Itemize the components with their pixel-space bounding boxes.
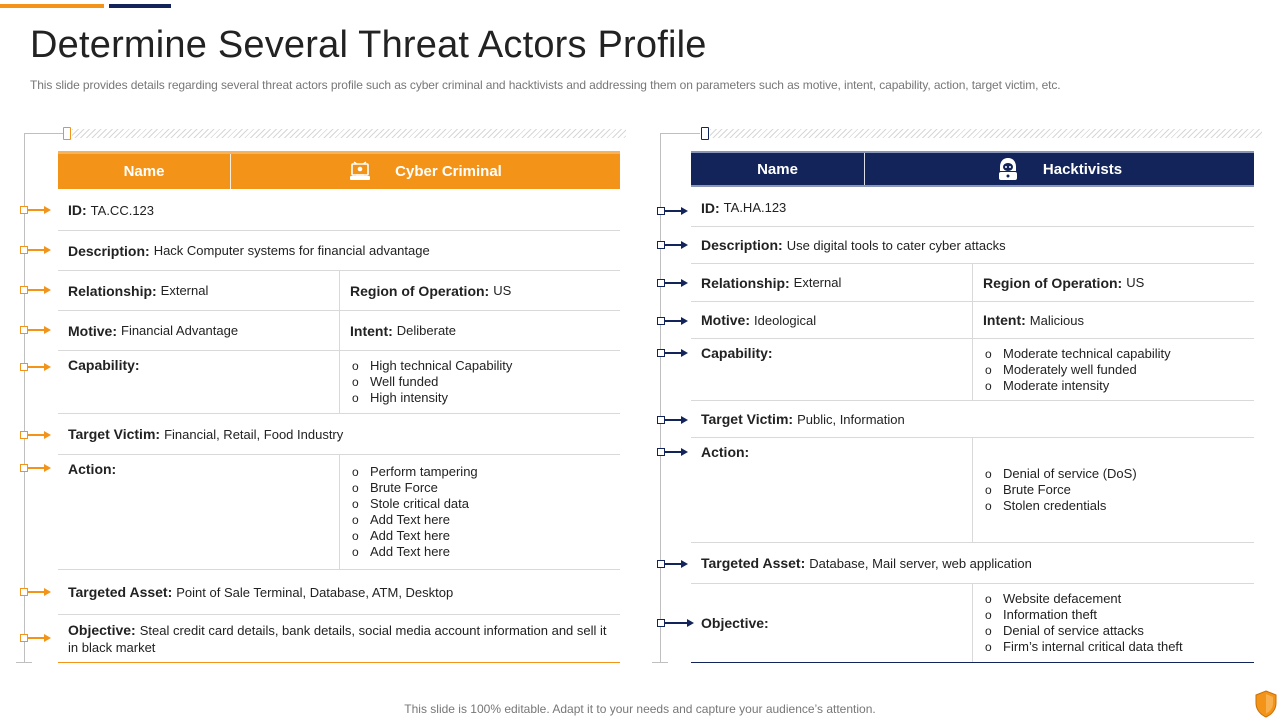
- motive-cell: [691, 302, 972, 338]
- page-subtitle: This slide provides details regarding several threat actors profile such as cyber criminal and hacktivists and addressing them on parameters such as motive, intent, capability, action, target victim, etc.: [30, 78, 1061, 92]
- target-victim-cell: [58, 414, 353, 454]
- capability-list-cell: [339, 351, 620, 413]
- targeted-asset-value: Point of Sale Terminal, Database, ATM, Desktop: [176, 584, 454, 600]
- header-name-cell: [691, 153, 864, 185]
- list-item: o Moderate technical capability: [985, 346, 1171, 362]
- accent-bar-navy: [109, 4, 171, 8]
- action-cell: [691, 438, 972, 542]
- objective-cell: [58, 615, 620, 662]
- objective-list-cell: [972, 584, 1254, 662]
- id-label: ID:: [701, 199, 720, 216]
- connector-arrow: [20, 206, 52, 214]
- description-label: Description:: [68, 242, 150, 259]
- list-item: o Add Text here: [352, 512, 478, 528]
- relationship-label: Relationship:: [701, 274, 790, 291]
- header-actor-label: Hacktivists: [1042, 160, 1123, 178]
- list-item: o Well funded: [352, 374, 512, 390]
- connector-arrow: [657, 416, 689, 424]
- relationship-cell: [58, 271, 339, 310]
- connector-arrow: [657, 241, 689, 249]
- action-row: [691, 438, 1254, 543]
- intent-value: Malicious: [1029, 312, 1084, 328]
- capability-list: [983, 346, 1171, 394]
- connector-arrow: [657, 448, 689, 456]
- description-label: Description:: [701, 237, 783, 253]
- relationship-value: External: [160, 283, 209, 298]
- list-item: o Moderate intensity: [985, 378, 1171, 394]
- relationship-label: Relationship:: [68, 282, 157, 299]
- id-value: TA.CC.123: [90, 202, 155, 218]
- target-victim-cell: [691, 401, 915, 437]
- hacktivists-header: [691, 151, 1254, 187]
- description-cell: [58, 231, 440, 270]
- header-actor-cell: [230, 154, 620, 189]
- intent-cell: [972, 302, 1254, 338]
- list-item: o Add Text here: [352, 528, 478, 544]
- relationship-row: [58, 271, 620, 311]
- connector-arrow: [20, 326, 52, 334]
- motive-cell: [58, 311, 339, 350]
- targeted-asset-label: Targeted Asset:: [701, 555, 806, 571]
- id-row: [691, 189, 1254, 227]
- target-victim-value: Financial, Retail, Food Industry: [164, 426, 344, 442]
- objective-value: Steal credit card details, bank details, social media account information and sell it in black market: [68, 622, 607, 655]
- description-value: Use digital tools to cater cyber attacks: [786, 237, 1006, 253]
- list-item: o Add Text here: [352, 544, 478, 560]
- rail-top-line: [660, 133, 700, 134]
- list-item: o Brute Force: [985, 482, 1137, 498]
- connector-arrow: [20, 634, 52, 642]
- list-item: o Perform tampering: [352, 464, 478, 480]
- capability-list-cell: [972, 339, 1254, 400]
- hooded-hacker-icon: [997, 157, 1019, 181]
- target-victim-label: Target Victim:: [68, 426, 161, 442]
- list-item: o Denial of service attacks: [985, 623, 1183, 639]
- shield-icon: [1254, 690, 1278, 718]
- targeted-asset-cell: [58, 570, 463, 614]
- targeted-asset-value: Database, Mail server, web application: [809, 555, 1032, 571]
- rail-foot: [16, 662, 32, 663]
- objective-label: Objective:: [701, 615, 769, 631]
- target-victim-row: [691, 401, 1254, 438]
- target-victim-row: [58, 414, 620, 455]
- action-list-cell: [339, 455, 620, 569]
- target-victim-value: Public, Information: [797, 411, 905, 427]
- intent-label: Intent:: [983, 312, 1026, 328]
- region-value: US: [493, 283, 512, 298]
- objective-text: [68, 622, 610, 656]
- intent-cell: [339, 311, 620, 350]
- id-value: TA.HA.123: [723, 200, 787, 215]
- list-item: o Information theft: [985, 607, 1183, 623]
- connector-arrow: [20, 286, 52, 294]
- id-cell: [691, 189, 796, 226]
- intent-value: Deliberate: [396, 323, 457, 338]
- description-value: Hack Computer systems for financial advantage: [153, 243, 430, 258]
- capability-cell: [691, 339, 972, 400]
- capability-label: Capability:: [701, 345, 773, 361]
- region-label: Region of Operation:: [350, 282, 490, 299]
- list-item: o Stolen credentials: [985, 498, 1137, 514]
- objective-label: Objective:: [68, 621, 136, 638]
- action-label: Action:: [68, 461, 117, 477]
- connector-arrow: [657, 619, 695, 627]
- target-victim-label: Target Victim:: [701, 411, 794, 427]
- motive-value: Financial Advantage: [121, 323, 239, 338]
- region-label: Region of Operation:: [983, 274, 1123, 291]
- list-item: o Moderately well funded: [985, 362, 1171, 378]
- description-row: [58, 231, 620, 271]
- list-item: o High intensity: [352, 390, 512, 406]
- cyber-criminal-header: [58, 151, 620, 189]
- list-item: o High technical Capability: [352, 358, 512, 374]
- objective-list: [983, 591, 1183, 655]
- region-value: US: [1126, 275, 1145, 290]
- targeted-asset-cell: [691, 543, 1042, 583]
- action-list-cell: [972, 438, 1254, 542]
- page-title: Determine Several Threat Actors Profile: [30, 24, 707, 66]
- action-list: [350, 464, 478, 560]
- connector-arrow: [20, 588, 52, 596]
- action-cell: [58, 455, 339, 569]
- connector-arrow: [657, 279, 689, 287]
- hatch-strip: [710, 129, 1262, 138]
- capability-row: [58, 351, 620, 414]
- tab-marker: [701, 127, 709, 140]
- capability-cell: [58, 351, 339, 413]
- connector-arrow: [20, 431, 52, 439]
- intent-label: Intent:: [350, 322, 393, 339]
- action-list: [983, 466, 1137, 514]
- list-item: o Website defacement: [985, 591, 1183, 607]
- region-cell: [972, 264, 1254, 301]
- header-name-cell: [58, 154, 230, 189]
- description-row: [691, 227, 1254, 264]
- header-actor-cell: [864, 153, 1254, 185]
- header-actor-label: Cyber Criminal: [395, 163, 502, 180]
- targeted-asset-row: [58, 570, 620, 615]
- tab-marker: [63, 127, 71, 140]
- region-cell: [339, 271, 620, 310]
- objective-row: [58, 615, 620, 663]
- connector-arrow: [20, 464, 52, 472]
- list-item: o Firm’s internal critical data theft: [985, 639, 1183, 655]
- targeted-asset-row: [691, 543, 1254, 584]
- connector-arrow: [20, 363, 52, 371]
- relationship-row: [691, 264, 1254, 302]
- list-item: o Denial of service (DoS): [985, 466, 1137, 482]
- connector-arrow: [657, 317, 689, 325]
- motive-value: Ideological: [754, 312, 817, 328]
- list-item: o Stole critical data: [352, 496, 478, 512]
- connector-arrow: [657, 560, 689, 568]
- action-label: Action:: [701, 444, 750, 460]
- capability-row: [691, 339, 1254, 401]
- list-item: o Brute Force: [352, 480, 478, 496]
- connector-arrow: [657, 349, 689, 357]
- motive-row: [58, 311, 620, 351]
- rail-top-line: [24, 133, 64, 134]
- accent-bar-orange: [0, 4, 104, 8]
- hacker-laptop-icon: [349, 161, 371, 183]
- targeted-asset-label: Targeted Asset:: [68, 584, 173, 600]
- capability-list: [350, 358, 512, 406]
- footer-note: This slide is 100% editable. Adapt it to your needs and capture your audience’s attention.: [404, 702, 876, 716]
- motive-label: Motive:: [68, 322, 117, 339]
- hatch-strip: [72, 129, 626, 138]
- objective-row: [691, 584, 1254, 663]
- description-cell: [691, 227, 1016, 263]
- connector-arrow: [20, 246, 52, 254]
- objective-cell: [691, 584, 972, 662]
- connector-arrow: [657, 207, 689, 215]
- rail-foot: [652, 662, 668, 663]
- header-name-label: Name: [757, 160, 798, 178]
- action-row: [58, 455, 620, 570]
- id-label: ID:: [68, 202, 87, 218]
- capability-label: Capability:: [68, 357, 140, 373]
- header-name-label: Name: [123, 163, 165, 180]
- motive-row: [691, 302, 1254, 339]
- motive-label: Motive:: [701, 312, 750, 328]
- id-cell: [58, 190, 164, 230]
- relationship-cell: [691, 264, 972, 301]
- id-row: [58, 190, 620, 231]
- relationship-value: External: [793, 275, 842, 290]
